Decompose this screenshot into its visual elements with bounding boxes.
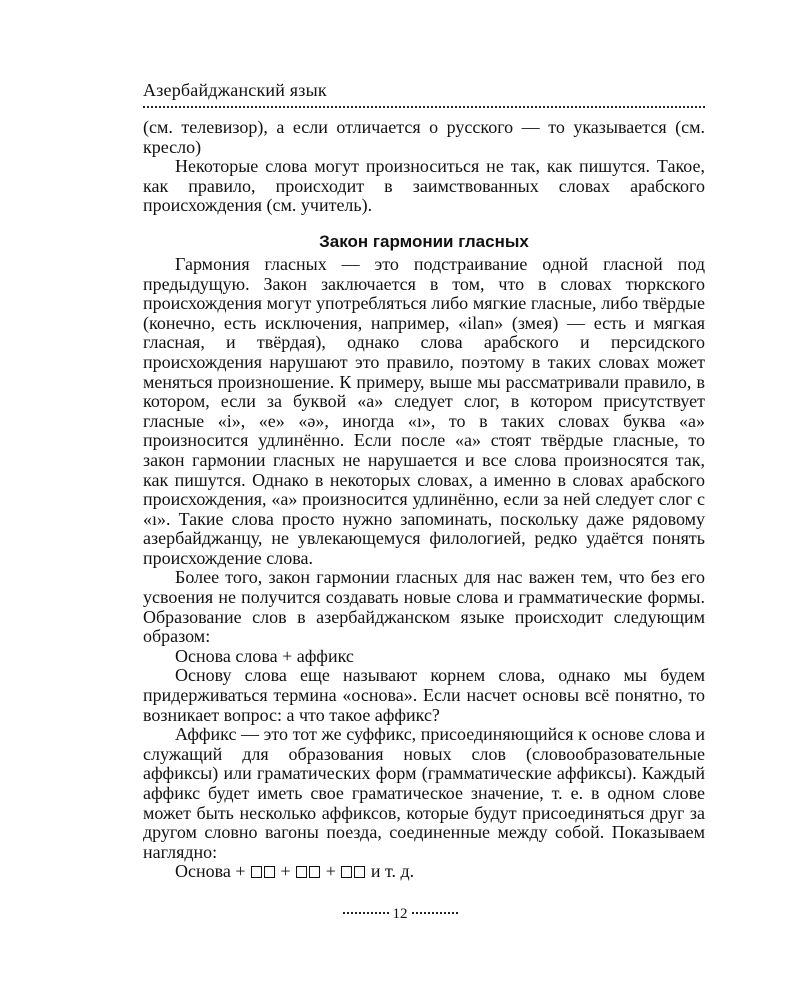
affix-box-icon xyxy=(264,866,275,878)
affix-box-icon xyxy=(341,866,352,878)
affix-box-icon xyxy=(296,866,307,878)
body-text xyxy=(143,118,705,882)
running-head xyxy=(143,80,705,108)
formula-base: Основа xyxy=(175,861,231,882)
paragraph-5: Основа слова + аффикс xyxy=(175,645,354,666)
paragraph-1: (см. телевизор), а если отличается о русского — то указывается (см. кресло) xyxy=(143,117,705,157)
paragraph-3: Гармония гласных — это подстраивание одной гласной под предыдущую. Закон заключается в том, что в словах тюркского происхождения могут употребляться либо мягкие гласные, либо твёрдые (конечно, есть исключения, например, «ilan» (змея) — есть и мягкая гласная, и твёрдая), однако слова арабского и персидского происхождения нарушают это правило, поэтому в таких словах может меняться произношение. К примеру, выше мы рассматривали правило, в котором, если за буквой «а» следует слог, в котором присутствует гласные «i», «е» «ә», иногда «ı», то в таких словах буква «а» произносится удлинённо. Если после «а» стоят твёрдые гласные, то закон гармонии гласных не нарушается и все слова произносятся так, как пишутся. Однако в некоторых словах, а именно в словах арабского происхождения, «а» произносится удлинённо, если за ней следует слог с «ı». Такие слова просто нужно запоминать, поскольку даже рядовому азербайджанцу, не увлекающемуся филологией, редко удаётся понять происхождение слова. xyxy=(143,253,705,568)
running-head-title: Азербайджанский язык xyxy=(143,80,327,100)
page-number: 12 xyxy=(392,906,408,922)
paragraph-7: Аффикс — это тот же суффикс, присоединяющийся к основе слова и служащий для образования новых слов (словообразовательные аффиксы) или граматических форм (грамматические аффиксы). Каждый аффикс будет иметь свое граматическое значение, т. е. в одном слове может быть несколько аффиксов, которые будут присоединяться друг за другом словно вагоны поезда, соединенные между собой. Показываем наглядно: xyxy=(143,724,705,862)
affix-box-icon xyxy=(251,866,262,878)
dotted-leader-right xyxy=(412,912,458,914)
dotted-leader-left xyxy=(343,912,389,914)
section-heading: Закон гармонии гласных xyxy=(319,231,529,251)
paragraph-4: Более того, закон гармонии гласных для нас важен тем, что без его усвоения не получится создавать новые слова и грамматические формы. Образование слов в азербайджанском языке происходит следующим образом: xyxy=(143,567,705,647)
paragraph-6: Основу слова еще называют корнем слова, однако мы будем придерживаться термина «основа». Если насчет основы всё понятно, то возникает вопрос: а что такое аффикс? xyxy=(143,665,705,725)
paragraph-2: Некоторые слова могут произноситься не так, как пишутся. Такое, как правило, происходит в заимствованных словах арабского происхождения (см. учитель). xyxy=(143,156,705,216)
affix-box-icon xyxy=(354,866,365,878)
formula-plus-3: + xyxy=(325,861,336,882)
affix-box-icon xyxy=(309,866,320,878)
affix-formula xyxy=(143,862,705,882)
page-number-footer xyxy=(0,905,800,923)
formula-plus-2: + xyxy=(280,861,291,882)
formula-tail: и т. д. xyxy=(370,861,415,882)
formula-plus-1: + xyxy=(235,861,246,882)
